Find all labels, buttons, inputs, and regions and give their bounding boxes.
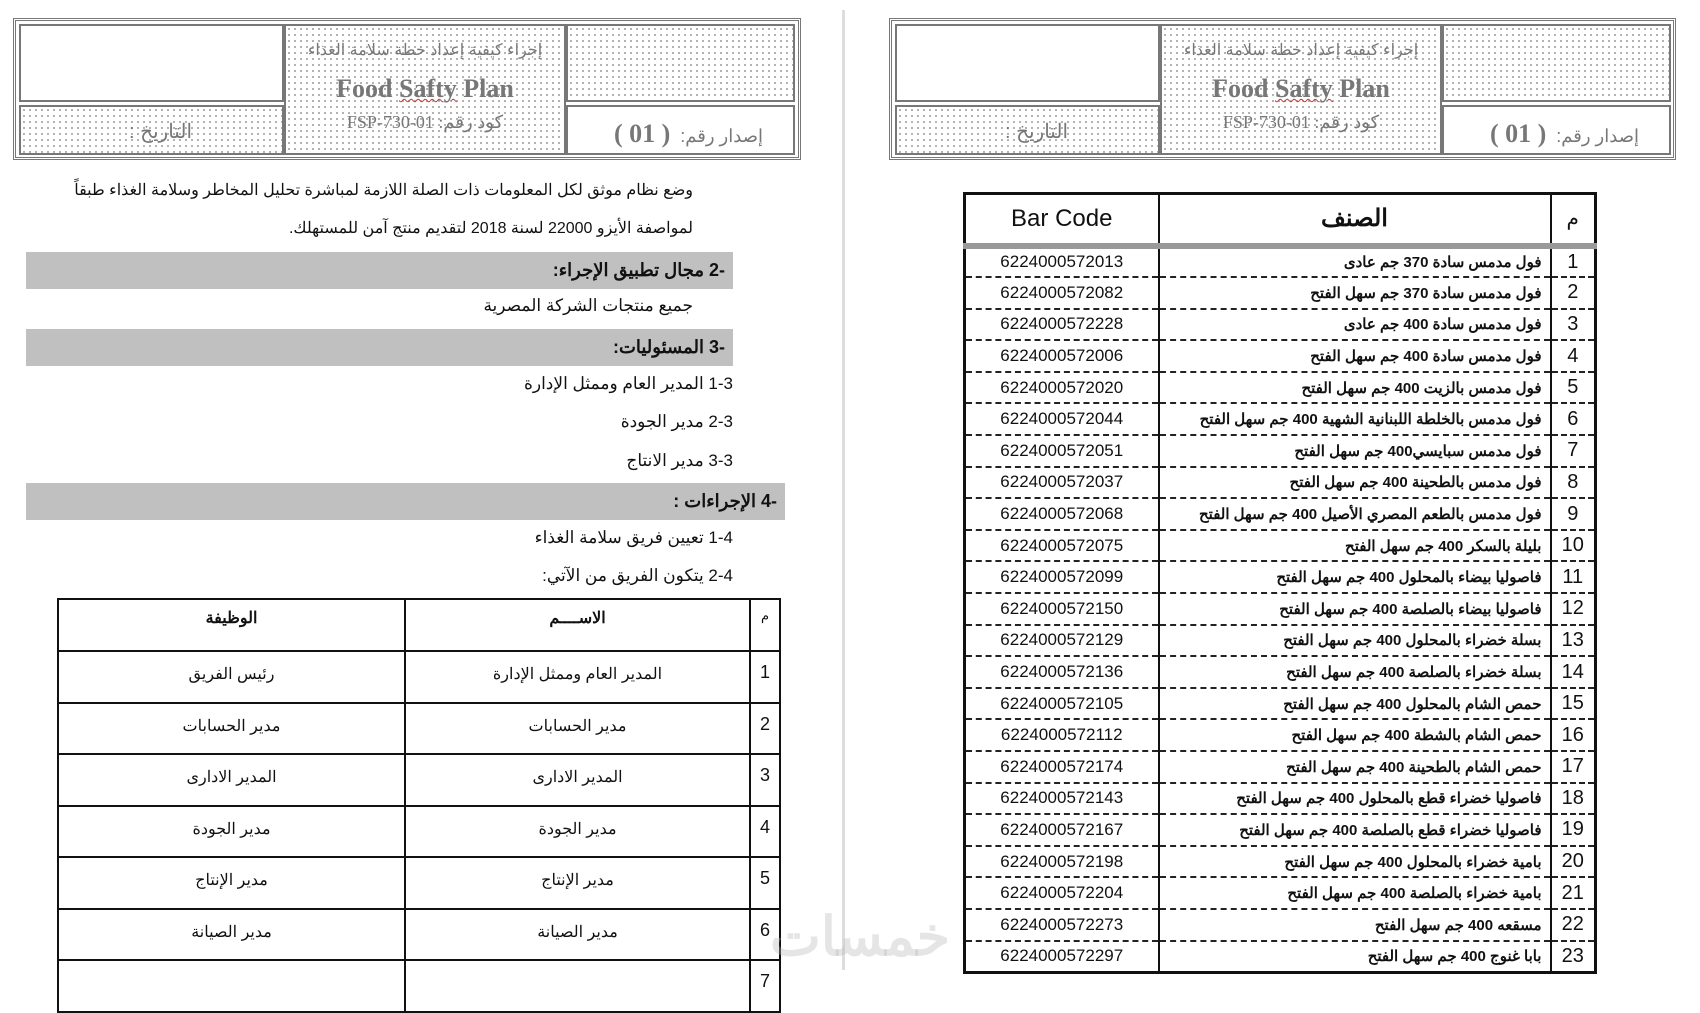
member-name: مدير الجودة xyxy=(405,806,750,858)
logo-box xyxy=(895,24,1160,102)
barcode: 6224000572068 xyxy=(965,498,1159,530)
barcode: 6224000572037 xyxy=(965,467,1159,499)
products-table-header xyxy=(965,194,1596,246)
watermark: خمسات xyxy=(770,907,951,967)
product-name: بليلة بالسكر 400 جم سهل الفتح xyxy=(1159,530,1551,562)
barcode: 6224000572273 xyxy=(965,909,1159,941)
table-row xyxy=(58,857,780,909)
member-name: المدير الادارى xyxy=(405,754,750,806)
barcode: 6224000572204 xyxy=(965,877,1159,909)
barcode: 6224000572006 xyxy=(965,340,1159,372)
table-row xyxy=(965,530,1596,562)
barcode: 6224000572198 xyxy=(965,846,1159,878)
procedure-1: 1-4 تعيين فريق سلامة الغذاء xyxy=(534,528,733,547)
title-box xyxy=(284,24,566,155)
row-no: 9 xyxy=(1551,498,1596,530)
table-row xyxy=(965,625,1596,657)
team-table-header xyxy=(58,599,780,651)
barcode: 6224000572051 xyxy=(965,435,1159,467)
member-name: مدير الحسابات xyxy=(405,703,750,755)
document-header-right xyxy=(889,18,1676,160)
title-english: Food Safty Plan xyxy=(336,74,514,103)
product-name: فول مدمس بالزيت 400 جم سهل الفتح xyxy=(1159,372,1551,404)
product-name: حمص الشام بالشطة 400 جم سهل الفتح xyxy=(1159,719,1551,751)
barcode: 6224000572082 xyxy=(965,277,1159,309)
table-row xyxy=(965,246,1596,278)
table-row xyxy=(965,498,1596,530)
table-row xyxy=(965,846,1596,878)
barcode: 6224000572105 xyxy=(965,688,1159,720)
row-no: 2 xyxy=(750,703,780,755)
product-name: فاصوليا خضراء قطع بالمحلول 400 جم سهل الفتح xyxy=(1159,783,1551,815)
product-name: فول مدمس بالطعم المصري الأصيل 400 جم سهل الفتح xyxy=(1159,498,1551,530)
member-job xyxy=(58,960,405,1012)
row-no: 19 xyxy=(1551,814,1596,846)
row-no: 4 xyxy=(1551,340,1596,372)
row-no: 7 xyxy=(1551,435,1596,467)
table-row xyxy=(58,960,780,1012)
version-label: إصدار رقم: xyxy=(680,126,763,146)
barcode: 6224000572112 xyxy=(965,719,1159,751)
row-no: 18 xyxy=(1551,783,1596,815)
member-job: مدير الجودة xyxy=(58,806,405,858)
version-box xyxy=(566,105,795,155)
section-3-heading: -3 المسئوليات: xyxy=(26,329,733,366)
row-no: 6 xyxy=(1551,403,1596,435)
member-job: المدير الادارى xyxy=(58,754,405,806)
row-no: 5 xyxy=(750,857,780,909)
member-name: المدير العام وممثل الإدارة xyxy=(405,651,750,703)
document-code: كود رقم: FSP-730-01 xyxy=(1222,112,1380,132)
table-row xyxy=(965,909,1596,941)
table-row xyxy=(58,703,780,755)
title-box xyxy=(1160,24,1442,155)
table-row xyxy=(965,593,1596,625)
table-row xyxy=(965,467,1596,499)
date-box xyxy=(895,105,1160,155)
responsibility-2: 2-3 مدير الجودة xyxy=(620,412,733,431)
col-no: م xyxy=(1551,194,1596,246)
row-no: 3 xyxy=(1551,309,1596,341)
row-no: 22 xyxy=(1551,909,1596,941)
member-job: مدير الصيانة xyxy=(58,909,405,961)
document-code: كود رقم: FSP-730-01 xyxy=(346,112,504,132)
table-row xyxy=(58,806,780,858)
row-no: 11 xyxy=(1551,561,1596,593)
member-job: رئيس الفريق xyxy=(58,651,405,703)
row-no: 8 xyxy=(1551,467,1596,499)
barcode: 6224000572228 xyxy=(965,309,1159,341)
title-arabic: إجراء كيفية إعداد خطة سلامة الغذاء xyxy=(307,42,543,59)
version-label: إصدار رقم: xyxy=(1556,126,1639,146)
row-no: 20 xyxy=(1551,846,1596,878)
title-arabic: إجراء كيفية إعداد خطة سلامة الغذاء xyxy=(1183,42,1419,59)
table-row xyxy=(965,277,1596,309)
row-no: 13 xyxy=(1551,625,1596,657)
row-no: 2 xyxy=(1551,277,1596,309)
table-row xyxy=(965,372,1596,404)
section-2-text: جميع منتجات الشركة المصرية xyxy=(483,296,693,315)
date-label: التاريخ : xyxy=(128,121,192,143)
product-name: فول مدمس سادة 400 جم عادى xyxy=(1159,309,1551,341)
document-header-left xyxy=(13,18,801,160)
member-name xyxy=(405,960,750,1012)
table-row xyxy=(58,651,780,703)
table-row xyxy=(58,909,780,961)
barcode: 6224000572099 xyxy=(965,561,1159,593)
product-name: فول مدمس سادة 370 جم سهل الفتح xyxy=(1159,277,1551,309)
col-product: الصنف xyxy=(1159,194,1551,246)
team-table xyxy=(57,598,781,1013)
barcode: 6224000572167 xyxy=(965,814,1159,846)
row-no: 1 xyxy=(1551,246,1596,278)
col-name: الاســــم xyxy=(405,599,750,651)
version-value: ( 01 ) xyxy=(1489,119,1547,148)
row-no: 1 xyxy=(750,651,780,703)
barcode: 6224000572143 xyxy=(965,783,1159,815)
product-name: حمص الشام بالمحلول 400 جم سهل الفتح xyxy=(1159,688,1551,720)
product-name: فاصوليا بيضاء بالمحلول 400 جم سهل الفتح xyxy=(1159,561,1551,593)
products-table xyxy=(963,192,1597,974)
row-no: 7 xyxy=(750,960,780,1012)
table-row xyxy=(965,783,1596,815)
version-value: ( 01 ) xyxy=(613,119,671,148)
row-no: 10 xyxy=(1551,530,1596,562)
col-no: م xyxy=(750,599,780,651)
barcode: 6224000572297 xyxy=(965,941,1159,973)
row-no: 14 xyxy=(1551,656,1596,688)
row-no: 3 xyxy=(750,754,780,806)
table-row xyxy=(965,688,1596,720)
product-name: مسقعه 400 جم سهل الفتح xyxy=(1159,909,1551,941)
procedure-2: 2-4 يتكون الفريق من الآتي: xyxy=(542,566,733,585)
product-name: فاصوليا خضراء قطع بالصلصة 400 جم سهل الفتح xyxy=(1159,814,1551,846)
barcode: 6224000572150 xyxy=(965,593,1159,625)
top-right-box xyxy=(1442,24,1671,102)
logo-box xyxy=(19,24,284,102)
section-4-heading: -4 الإجراءات : xyxy=(26,483,785,520)
product-name: فول مدمس بالخلطة اللبنانية الشهية 400 جم سهل الفتح xyxy=(1159,403,1551,435)
row-no: 12 xyxy=(1551,593,1596,625)
row-no: 15 xyxy=(1551,688,1596,720)
barcode: 6224000572013 xyxy=(965,246,1159,278)
barcode: 6224000572136 xyxy=(965,656,1159,688)
row-no: 21 xyxy=(1551,877,1596,909)
row-no: 6 xyxy=(750,909,780,961)
date-label: التاريخ : xyxy=(1004,121,1068,143)
section-2-heading: -2 مجال تطبيق الإجراء: xyxy=(26,252,733,289)
responsibility-3: 3-3 مدير الانتاج xyxy=(626,451,733,470)
product-name: بسلة خضراء بالصلصة 400 جم سهل الفتح xyxy=(1159,656,1551,688)
title-english: Food Safty Plan xyxy=(1212,74,1390,103)
row-no: 17 xyxy=(1551,751,1596,783)
member-name: مدير الإنتاج xyxy=(405,857,750,909)
row-no: 4 xyxy=(750,806,780,858)
table-row xyxy=(965,941,1596,973)
barcode: 6224000572129 xyxy=(965,625,1159,657)
member-job: مدير الإنتاج xyxy=(58,857,405,909)
product-name: بامية خضراء بالصلصة 400 جم سهل الفتح xyxy=(1159,877,1551,909)
table-row xyxy=(58,754,780,806)
row-no: 23 xyxy=(1551,941,1596,973)
row-no: 16 xyxy=(1551,719,1596,751)
intro-line-2: لمواصفة الأيزو 22000 لسنة 2018 لتقديم منتج آمن للمستهلك. xyxy=(288,220,693,237)
table-row xyxy=(965,309,1596,341)
barcode: 6224000572020 xyxy=(965,372,1159,404)
col-job: الوظيفة xyxy=(58,599,405,651)
table-row xyxy=(965,814,1596,846)
barcode: 6224000572174 xyxy=(965,751,1159,783)
table-row xyxy=(965,719,1596,751)
table-row xyxy=(965,435,1596,467)
product-name: فاصوليا بيضاء بالصلصة 400 جم سهل الفتح xyxy=(1159,593,1551,625)
page-divider xyxy=(842,10,845,970)
product-name: فول مدمس سبايسي400 جم سهل الفتح xyxy=(1159,435,1551,467)
table-row xyxy=(965,656,1596,688)
table-row xyxy=(965,561,1596,593)
table-row xyxy=(965,403,1596,435)
product-name: فول مدمس سادة 370 جم عادى xyxy=(1159,246,1551,278)
product-name: فول مدمس بالطحينة 400 جم سهل الفتح xyxy=(1159,467,1551,499)
member-name: مدير الصيانة xyxy=(405,909,750,961)
date-box xyxy=(19,105,284,155)
col-barcode: Bar Code xyxy=(965,194,1159,246)
product-name: بابا غنوج 400 جم سهل الفتح xyxy=(1159,941,1551,973)
table-row xyxy=(965,340,1596,372)
intro-line-1: وضع نظام موثق لكل المعلومات ذات الصلة اللازمة لمباشرة تحليل المخاطر وسلامة الغذاء طبقاً xyxy=(74,182,693,199)
responsibility-1: 1-3 المدير العام وممثل الإدارة xyxy=(523,374,733,393)
product-name: حمص الشام بالطحينة 400 جم سهل الفتح xyxy=(1159,751,1551,783)
row-no: 5 xyxy=(1551,372,1596,404)
top-right-box xyxy=(566,24,795,102)
table-row xyxy=(965,751,1596,783)
barcode: 6224000572075 xyxy=(965,530,1159,562)
table-row xyxy=(965,877,1596,909)
product-name: فول مدمس سادة 400 جم سهل الفتح xyxy=(1159,340,1551,372)
member-job: مدير الحسابات xyxy=(58,703,405,755)
product-name: بسلة خضراء بالمحلول 400 جم سهل الفتح xyxy=(1159,625,1551,657)
barcode: 6224000572044 xyxy=(965,403,1159,435)
product-name: بامية خضراء بالمحلول 400 جم سهل الفتح xyxy=(1159,846,1551,878)
version-box xyxy=(1442,105,1671,155)
